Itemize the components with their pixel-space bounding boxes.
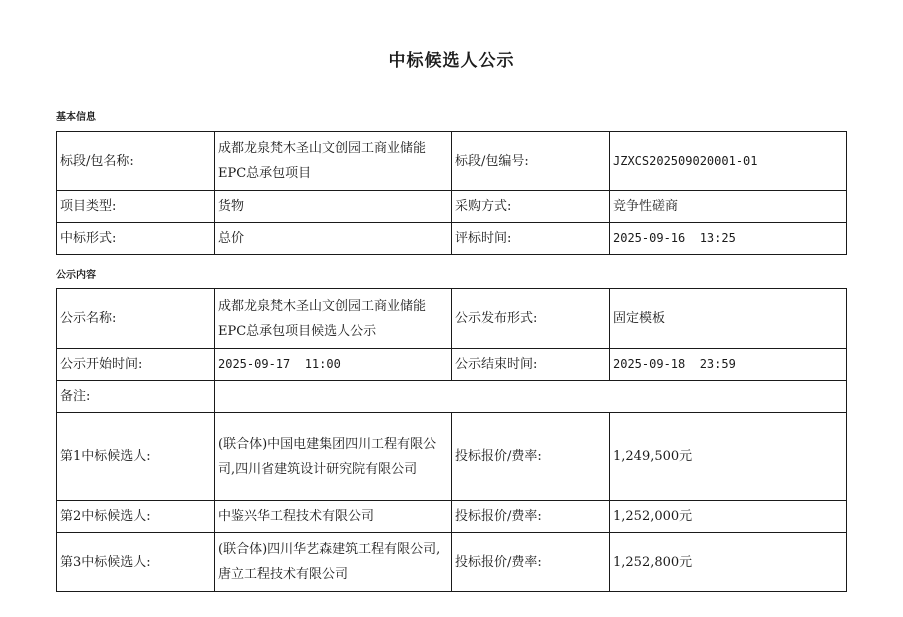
watermark: ​	[465, 596, 475, 607]
bid-price-value: 1,252,800元	[610, 533, 847, 592]
table-row	[57, 289, 847, 349]
evaluation-time-label: 评标时间:	[452, 223, 610, 255]
project-type-value: 货物	[215, 191, 452, 223]
start-time-value: 2025-09-17 11:00	[215, 349, 452, 381]
table-row	[57, 132, 847, 191]
table-row	[57, 191, 847, 223]
candidate-name: 中鉴兴华工程技术有限公司	[215, 501, 452, 533]
project-type-label: 项目类型:	[57, 191, 215, 223]
package-name-value: 成都龙泉梵木圣山文创园工商业储能EPC总承包项目	[215, 132, 452, 191]
candidate-row	[57, 501, 847, 533]
publish-form-label: 公示发布形式:	[452, 289, 610, 349]
section-heading-basic-info: 基本信息	[56, 112, 96, 123]
candidate-name: (联合体)中国电建集团四川工程有限公司,四川省建筑设计研究院有限公司	[215, 413, 452, 501]
table-row	[57, 381, 847, 413]
award-form-label: 中标形式:	[57, 223, 215, 255]
basic-info-table	[56, 131, 847, 255]
remarks-label: 备注:	[57, 381, 215, 413]
table-row	[57, 349, 847, 381]
evaluation-time-value: 2025-09-16 13:25	[610, 223, 847, 255]
package-no-value: JZXCS202509020001-01	[610, 132, 847, 191]
candidate-row	[57, 533, 847, 592]
notice-name-value: 成都龙泉梵木圣山文创园工商业储能EPC总承包项目候选人公示	[215, 289, 452, 349]
bid-price-label: 投标报价/费率:	[452, 533, 610, 592]
award-form-value: 总价	[215, 223, 452, 255]
notice-name-label: 公示名称:	[57, 289, 215, 349]
bid-price-value: 1,252,000元	[610, 501, 847, 533]
bid-price-value: 1,249,500元	[610, 413, 847, 501]
table-row	[57, 223, 847, 255]
bid-price-label: 投标报价/费率:	[452, 413, 610, 501]
publish-form-value: 固定模板	[610, 289, 847, 349]
end-time-value: 2025-09-18 23:59	[610, 349, 847, 381]
section-heading-notice-content: 公示内容	[56, 270, 96, 281]
start-time-label: 公示开始时间:	[57, 349, 215, 381]
candidate-row	[57, 413, 847, 501]
remarks-value	[215, 381, 847, 413]
procurement-method-label: 采购方式:	[452, 191, 610, 223]
package-name-label: 标段/包名称:	[57, 132, 215, 191]
package-no-label: 标段/包编号:	[452, 132, 610, 191]
bid-price-label: 投标报价/费率:	[452, 501, 610, 533]
notice-content-table	[56, 288, 847, 592]
candidate-rank-label: 第2中标候选人:	[57, 501, 215, 533]
end-time-label: 公示结束时间:	[452, 349, 610, 381]
candidate-name: (联合体)四川华艺森建筑工程有限公司,唐立工程技术有限公司	[215, 533, 452, 592]
candidate-rank-label: 第3中标候选人:	[57, 533, 215, 592]
procurement-method-value: 竞争性磋商	[610, 191, 847, 223]
page-title: 中标候选人公示	[388, 51, 515, 71]
candidate-rank-label: 第1中标候选人:	[57, 413, 215, 501]
